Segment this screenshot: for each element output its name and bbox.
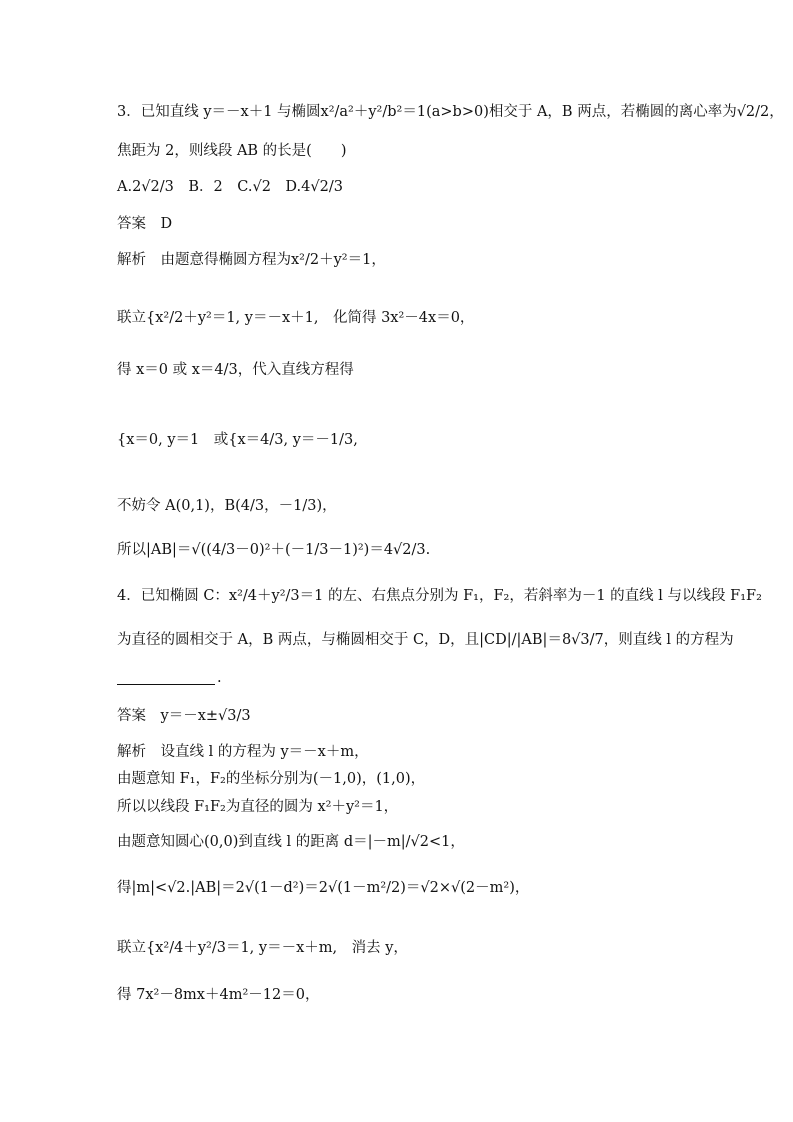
- q3-solution-line: 解析 由题意得椭圆方程为x²/2＋y²＝1，: [117, 252, 386, 268]
- q4-stem-line1: 4．已知椭圆 C：x²/4＋y²/3＝1 的左、右焦点分别为 F₁，F₂，若斜率为－1 的直线 l 与以线段 F₁F₂: [117, 588, 762, 604]
- q4-solution-line: 联立{x²/4＋y²/3＝1, y＝－x＋m, 消去 y，: [117, 940, 408, 956]
- q3-solution-line: 联立{x²/2＋y²＝1, y＝－x＋1, 化简得 3x²－4x＝0，: [117, 310, 475, 326]
- q3-solution-line: 所以|AB|＝√((4/3－0)²＋(－1/3－1)²)＝4√2/3.: [117, 542, 431, 558]
- q4-answer: 答案 y＝－x±√3/3: [117, 708, 251, 724]
- q4-stem-line2: 为直径的圆相交于 A，B 两点，与椭圆相交于 C，D，且|CD|/|AB|＝8√3/7，则直线 l 的方程为: [117, 632, 734, 648]
- q4-solution-line: 解析 设直线 l 的方程为 y＝－x＋m，: [117, 744, 369, 760]
- q4-solution-line: 由题意知 F₁，F₂的坐标分别为(－1,0)，(1,0)，: [117, 771, 426, 787]
- q4-solution-line: 得|m|<√2.|AB|＝2√(1－d²)＝2√(1－m²/2)＝√2×√(2－m²)，: [117, 880, 530, 896]
- q3-solution-line: 不妨令 A(0,1)，B(4/3，－1/3)，: [117, 498, 337, 514]
- q3-solution-line: {x＝0, y＝1 或{x＝4/3, y＝－1/3,: [117, 432, 358, 448]
- q3-stem-line1: 3．已知直线 y＝－x＋1 与椭圆x²/a²＋y²/b²＝1(a>b>0)相交于 A，B 两点，若椭圆的离心率为√2/2，: [117, 104, 784, 120]
- q3-solution-line: 得 x＝0 或 x＝4/3，代入直线方程得: [117, 362, 354, 378]
- q4-solution-line: 得 7x²－8mx＋4m²－12＝0，: [117, 987, 320, 1003]
- q3-answer: 答案 D: [117, 216, 173, 232]
- answer-blank-period: .: [217, 670, 222, 686]
- q4-solution-line: 由题意知圆心(0,0)到直线 l 的距离 d＝|－m|/√2<1，: [117, 834, 465, 850]
- q3-stem-line2: 焦距为 2，则线段 AB 的长是( ): [117, 143, 347, 159]
- q4-solution-line: 所以以线段 F₁F₂为直径的圆为 x²＋y²＝1，: [117, 799, 399, 815]
- answer-blank: [117, 684, 215, 685]
- q3-options: A.2√2/3 B．2 C.√2 D.4√2/3: [117, 179, 343, 195]
